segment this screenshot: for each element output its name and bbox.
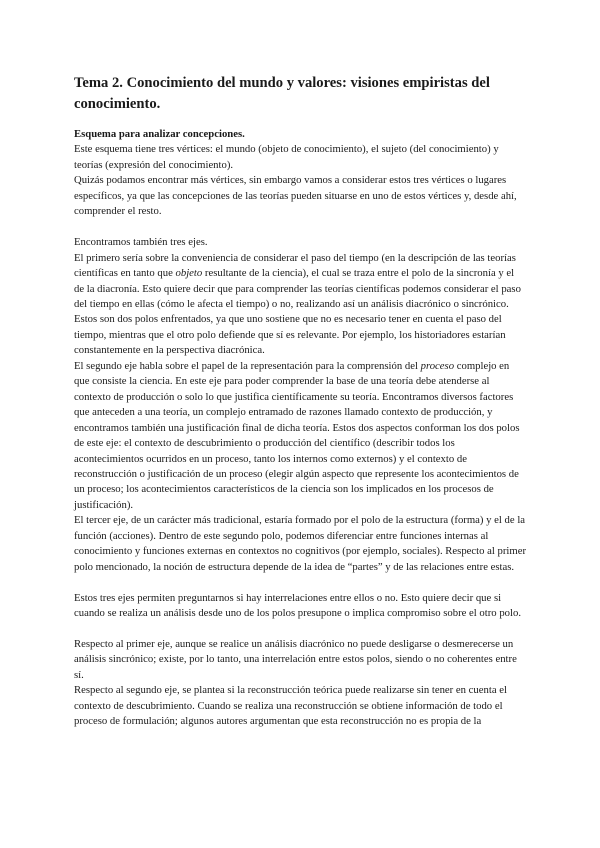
paragraph-third-axis: El tercer eje, de un carácter más tradicional, estaría formado por el polo de la estructura (forma) y el de la función (acciones). Dentro de este segundo polo, podemos diferenciar entre funciones internas al conocimiento y funciones externas en contextos no cognitivos (por ejemplo, sociales). Respecto al primer polo mencionado, la noción de estructura depende de la idea de “partes” y de las relaciones entre estas.	[74, 514, 527, 573]
paragraph-first-axis-relation: Respecto al primer eje, aunque se realice un análisis diacrónico no puede desligarse o desmerecerse un análisis sincrónico; existe, por lo tanto, una interrelación entre estos polos, siendo o no coherentes entre sí.	[74, 637, 517, 681]
page-title: Tema 2. Conocimiento del mundo y valores: visiones empiristas del conocimiento.	[74, 75, 490, 112]
paragraph-first-axis	[74, 251, 526, 359]
paragraph-gap	[74, 575, 526, 590]
document-body	[74, 127, 526, 730]
paragraph-interrelations: Estos tres ejes permiten preguntarnos si hay interrelaciones entre ellos o no. Esto quiere decir que si cuando se realiza un análisis desde uno de los polos presupone o implica compromiso sobre el otro polo.	[74, 591, 521, 620]
text-run: complejo en que consiste la ciencia. En este eje para poder comprender la base de una teoría debe atenderse al contexto de producción o solo lo que justifica científicamente su teoría. Encontramos diversos factores que anteceden a una teoría, un complejo entramado de razones llamado contexto de producción, y encontramos también una justificación final de dicha teoría. Estos dos aspectos conforman los dos polos de este eje: el contexto de descubrimiento o producción del científico (describir todos los acontecimientos ocurridos en un proceso, tanto los internos como externos) y el contexto de reconstrucción o justificación de un proceso (elegir algún aspecto que represente los acontecimientos de un proceso; los acontecimientos característicos de la ciencia son los implicados en los procesos de justificación).	[74, 359, 520, 511]
emphasis-objeto: objeto	[175, 267, 203, 280]
paragraph-vertices: Este esquema tiene tres vértices: el mundo (objeto de conocimiento), el sujeto (del conocimiento) y teorías (expresión del conocimiento).	[74, 143, 499, 171]
section-heading: Esquema para analizar concepciones.	[74, 128, 245, 140]
paragraph-three-axes: Encontramos también tres ejes.	[74, 236, 208, 249]
paragraph-gap	[74, 621, 526, 636]
paragraph-second-axis-relation: Respecto al segundo eje, se plantea si la reconstrucción teórica puede realizarse sin tener en cuenta el contexto de descubrimiento. Cuando se realiza una reconstrucción se obtiene información de todo el proceso de formulación; algunos autores argumentan que esta reconstrucción no es propia de la	[74, 684, 507, 728]
paragraph-more-vertices: Quizás podamos encontrar más vértices, sin embargo vamos a considerar estos tres vértices o lugares específicos, ya que las concepciones de las teorías pueden situarse en uno de estos vértices y, desde ahí, comprender el resto.	[74, 174, 517, 218]
text-run: resultante de la ciencia), el cual se traza entre el polo de la sincronía y el de la diacronía. Esto quiere decir que para comprender las teorías científicas podemos considerar el paso del tiempo en ellas (cómo le afecta el tiempo) o no, realizando así un análisis diacrónico o sincrónico. Estos son dos polos enfrentados, ya que uno sostiene que no es necesario tener en cuenta el paso del tiempo, mientras que el otro polo defiende que sí es relevante. Por ejemplo, los historiadores estarían constantemente en la perspectiva diacrónica.	[74, 267, 521, 357]
text-run: El segundo eje habla sobre el papel de la representación para la comprensión del	[74, 359, 421, 372]
paragraph-second-axis	[74, 359, 526, 514]
emphasis-proceso: proceso	[420, 359, 455, 372]
text-run: El primero sería sobre la conveniencia de considerar el paso del tiempo (en la descripción de las teorías científicas en tanto que	[74, 251, 516, 280]
paragraph-gap	[74, 220, 526, 235]
